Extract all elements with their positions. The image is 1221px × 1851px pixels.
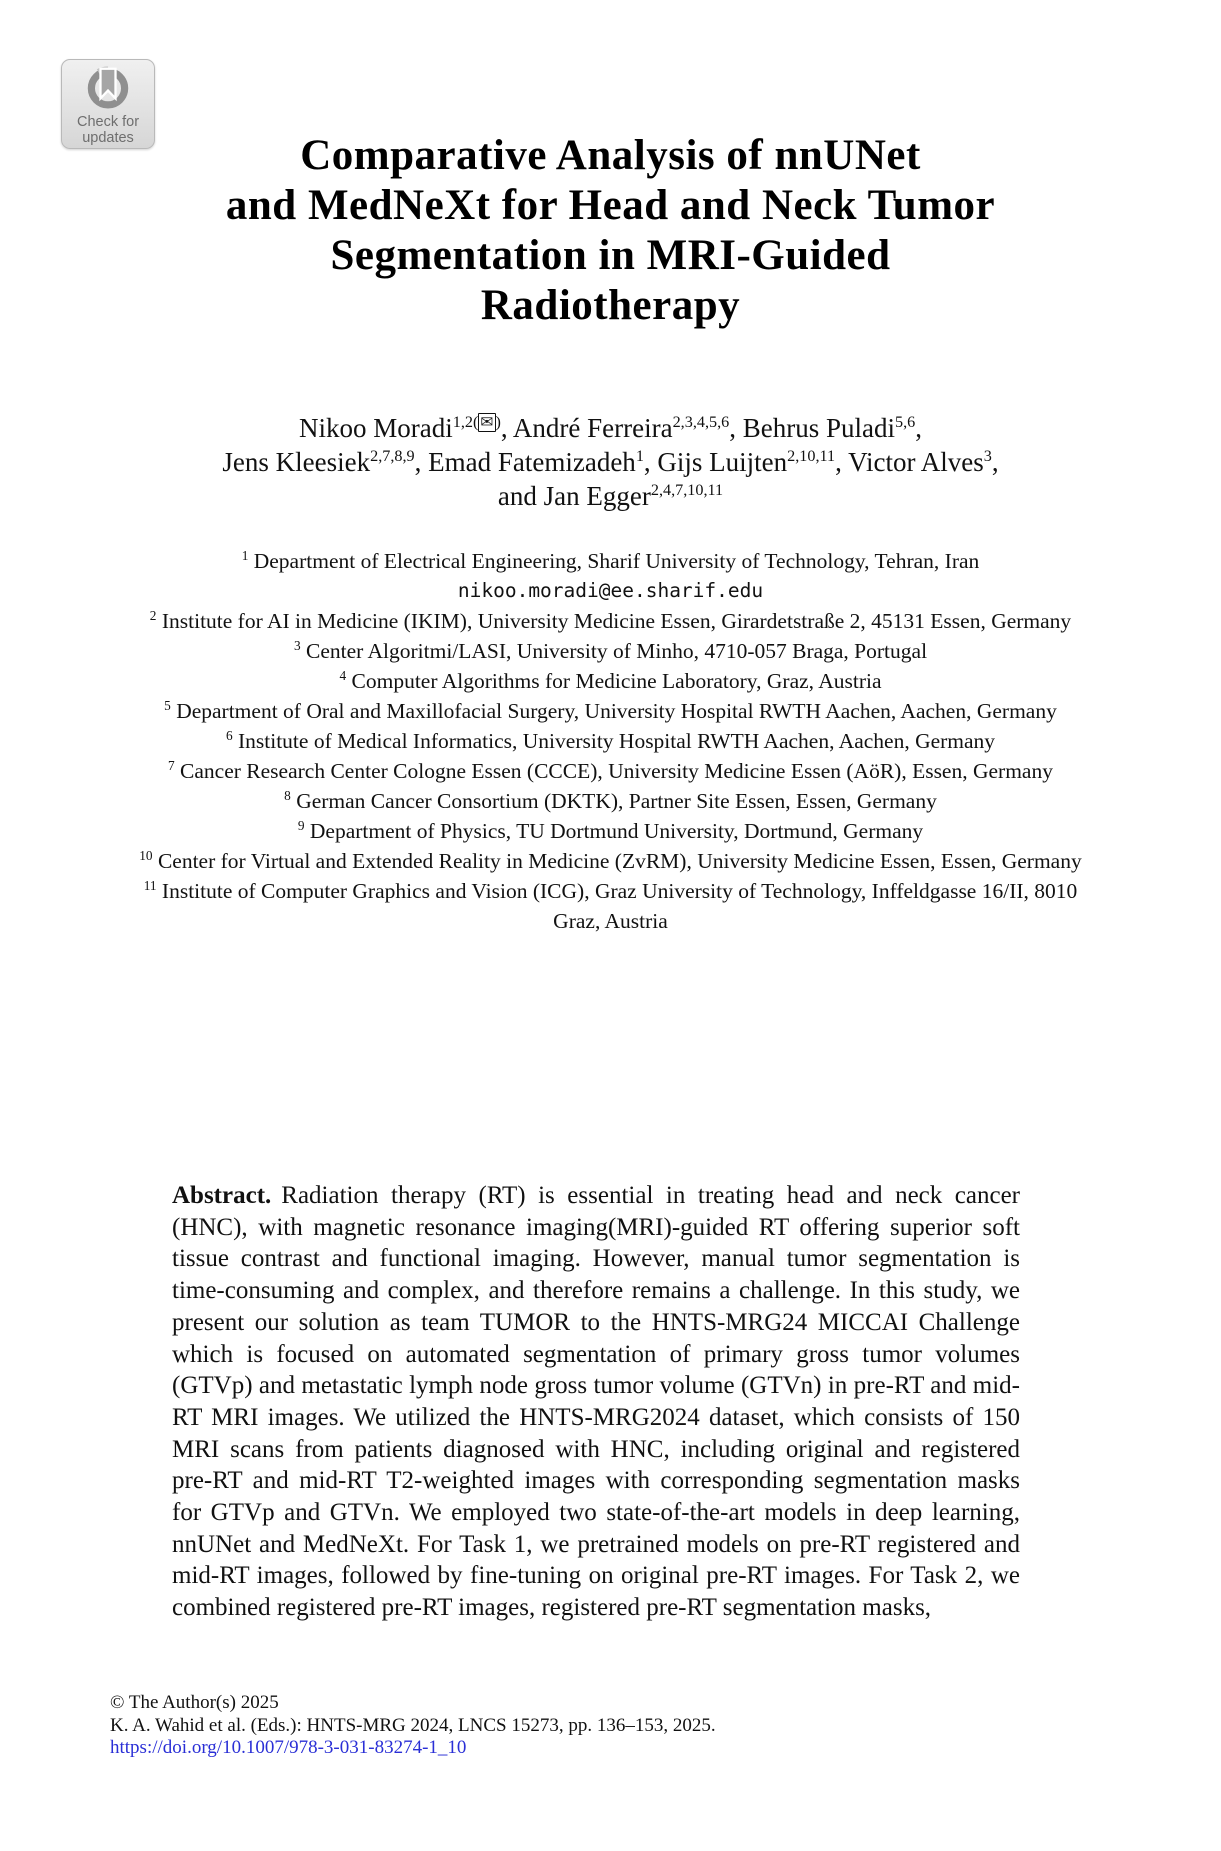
abstract-section	[172, 1180, 1020, 1624]
author-text: and Jan Egger	[497, 481, 651, 511]
affiliation-number: 10	[139, 847, 153, 863]
affiliation-item: $^9$ Department of Physics, TU Dortmund University, Dortmund, Germany	[297, 817, 924, 843]
affiliation-item: $^4$ Computer Algorithms for Medicine Laboratory, Graz, Austria	[339, 667, 882, 693]
affiliation-number: 6	[225, 727, 233, 743]
author-text: 1,2(	[452, 413, 479, 431]
affiliation-number: 11	[143, 877, 157, 893]
author-text: 3	[983, 447, 992, 465]
affiliation-item: $^2$ Institute for AI in Medicine (IKIM), University Medicine Essen, Girardetstraße 2, 45131 Essen, Germany	[149, 607, 1072, 633]
author-line	[0, 479, 1221, 513]
affiliation-number: 4	[339, 667, 347, 683]
author-text: , Gijs Luijten	[643, 447, 788, 477]
title-line: Segmentation in MRI-Guided	[330, 232, 891, 279]
affiliation-list	[131, 546, 1091, 936]
author-text: Nikoo Moradi	[299, 413, 453, 443]
author-text: 5,6	[894, 413, 916, 431]
paper-title	[0, 131, 1221, 331]
author-text: 1	[635, 447, 644, 465]
author-text: , Victor Alves	[835, 447, 984, 477]
author-text: 2,10,11	[787, 447, 836, 465]
footer	[110, 1692, 716, 1760]
abstract-label: Abstract.	[172, 1182, 272, 1209]
affiliation-number: 5	[164, 697, 171, 713]
check-for-updates-badge[interactable]	[61, 59, 155, 149]
badge-label-line2: updates	[82, 130, 134, 146]
author-text: 2,3,4,5,6	[672, 413, 730, 431]
author-text: 2,4,7,10,11	[650, 481, 724, 499]
envelope-icon: ✉	[480, 414, 494, 431]
title-line: Radiotherapy	[480, 282, 741, 329]
author-text: )	[495, 413, 501, 431]
author-text: ,	[991, 447, 999, 477]
affiliation-number: 8	[284, 787, 291, 803]
copyright-line: © The Author(s) 2025	[110, 1692, 279, 1713]
author-text: , André Ferreira	[500, 413, 673, 443]
author-line	[0, 445, 1221, 479]
affiliation-item: $^5$ Department of Oral and Maxillofacial Surgery, University Hospital RWTH Aachen, Aachen, Germany	[164, 697, 1057, 723]
author-text: , Behrus Puladi	[729, 413, 895, 443]
check-for-updates-icon	[82, 65, 134, 113]
affiliation-number: 3	[293, 637, 301, 653]
affiliation-number: 7	[168, 757, 175, 773]
affiliation-number: 1	[241, 547, 249, 563]
affiliation-item: $^1$ Department of Electrical Engineering, Sharif University of Technology, Tehran, Iran	[241, 547, 980, 573]
author-text: Jens Kleesiek	[222, 447, 371, 477]
affiliation-item: $^{11}$ Institute of Computer Graphics and Vision (ICG), Graz University of Technology, Inffeldgasse 16/II, 8010 Graz, Austria	[143, 877, 1078, 933]
affiliation-number: 9	[297, 817, 305, 833]
author-text: 2,7,8,9	[370, 447, 415, 465]
author-line	[0, 411, 1221, 445]
title-line: Comparative Analysis of nnUNet	[300, 132, 921, 179]
doi-link[interactable]: https://doi.org/10.1007/978-3-031-83274-1_10	[110, 1737, 467, 1758]
badge-label-line1: Check for	[76, 114, 140, 130]
affiliation-number: 2	[149, 607, 157, 623]
editors-line: K. A. Wahid et al. (Eds.): HNTS-MRG 2024, LNCS 15273, pp. 136–153, 2025.	[110, 1714, 716, 1736]
abstract-text: Radiation therapy (RT) is essential in treating head and neck cancer (HNC), with magnetic resonance imaging(MRI)-guided RT offering superior soft tissue contrast and functional imaging. However, manual tumor segmentation is time-consuming and complex, and therefore remains a challenge. In this study, we present our solution as team TUMOR to the HNTS-MRG24 MICCAI Challenge which is focused on automated segmentation of primary gross tumor volumes (GTVp) and metastatic lymph node gross tumor volume (GTVn) in pre-RT and mid-RT MRI images. We utilized the HNTS-MRG2024 dataset, which consists of 150 MRI scans from patients diagnosed with HNC, including original and registered pre-RT and mid-RT T2-weighted images with corresponding segmentation masks for GTVp and GTVn. We employed two state-of-the-art models in deep learning, nnUNet and MedNeXt. For Task 1, we pretrained models on pre-RT registered and mid-RT images, followed by fine-tuning on original pre-RT images. For Task 2, we combined registered pre-RT images, registered pre-RT segmentation masks,	[172, 1182, 1020, 1622]
affiliation-item: $^3$ Center Algoritmi/LASI, University of Minho, 4710-057 Braga, Portugal	[293, 637, 928, 663]
author-text: , Emad Fatemizadeh	[414, 447, 636, 477]
affiliation-item: $^{10}$ Center for Virtual and Extended Reality in Medicine (ZvRM), University Medicine Essen, Essen, Germany	[139, 847, 1082, 873]
affiliation-item: $^8$ German Cancer Consortium (DKTK), Partner Site Essen, Essen, Germany	[284, 787, 937, 813]
author-list	[0, 411, 1221, 513]
affiliation-item: $^6$ Institute of Medical Informatics, University Hospital RWTH Aachen, Aachen, Germany	[225, 727, 996, 753]
title-line: and MedNeXt for Head and Neck Tumor	[225, 182, 996, 229]
author-email: nikoo.moradi@ee.sharif.edu	[457, 579, 764, 602]
affiliation-item: $^7$ Cancer Research Center Cologne Essen (CCCE), University Medicine Essen (AöR), Essen, Germany	[168, 757, 1053, 783]
author-text: ,	[915, 413, 922, 443]
